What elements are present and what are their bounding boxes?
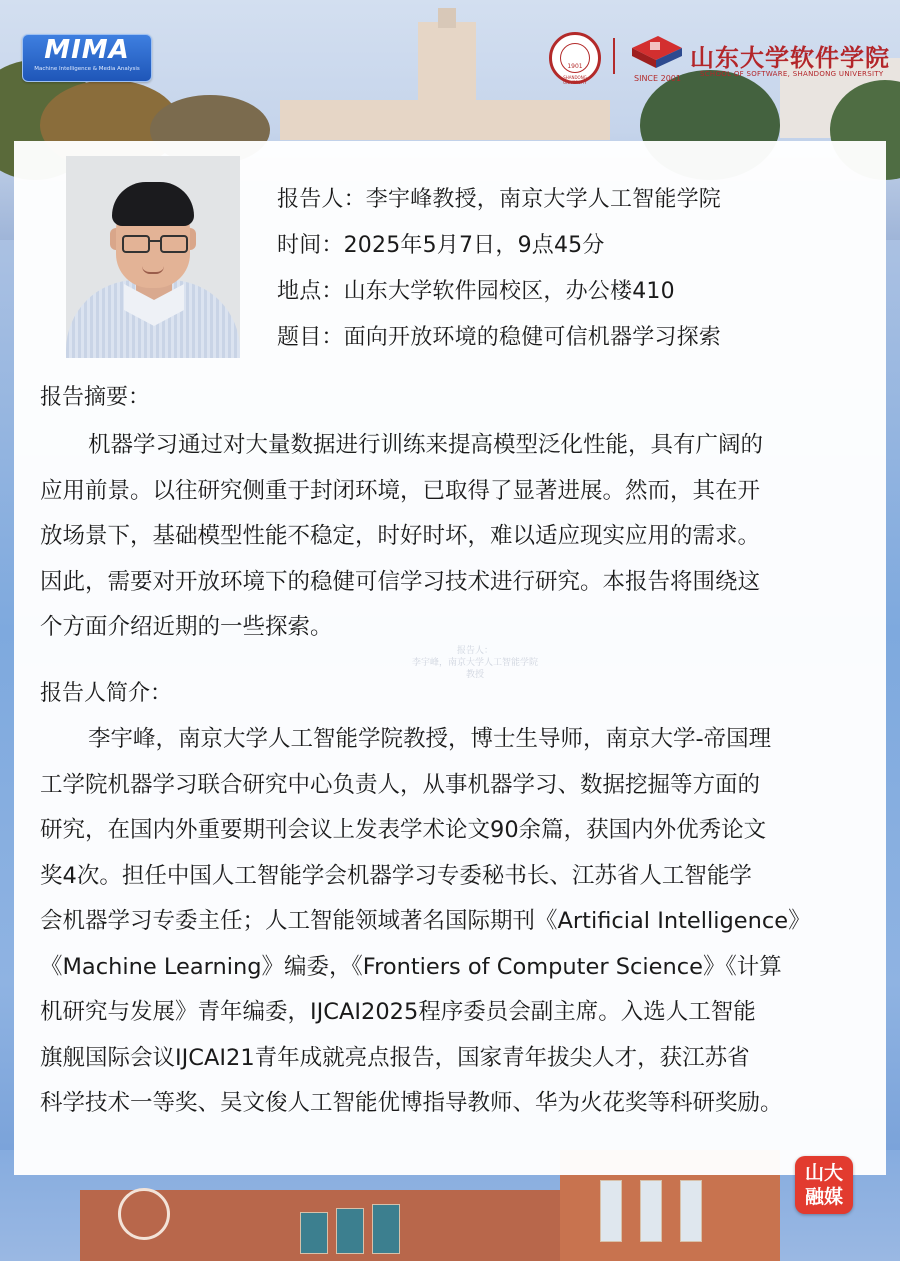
- watermark-line: 报告人：: [456, 646, 493, 656]
- announcement-card: [14, 141, 886, 1175]
- school-since: SINCE 2001: [634, 74, 681, 83]
- bio-line: 科学技术一等奖、吴文俊人工智能优博指导教师、华为火花奖等科研奖励。: [40, 1090, 783, 1116]
- glasses-icon: [122, 235, 150, 253]
- bio-line: 机研究与发展》青年编委，IJCAI2025程序委员会副主席。入选人工智能: [40, 999, 756, 1025]
- abstract-line: 机器学习通过对大量数据进行训练来提高模型泛化性能，具有广阔的: [88, 432, 764, 458]
- photo-hair: [112, 182, 194, 226]
- bio-line: 会机器学习专委主任；人工智能领域著名国际期刊《Artificial Intelligence》: [40, 908, 811, 934]
- school-emblem-on-building: [118, 1188, 170, 1240]
- media-badge-top: 山大: [804, 1162, 843, 1184]
- speaker-info: [277, 177, 721, 361]
- watermark: [410, 645, 540, 681]
- sdu-seal-logo: [549, 32, 601, 84]
- mima-logo-subtitle: Machine Intelligence & Media Analysis: [34, 66, 140, 72]
- window: [336, 1208, 364, 1254]
- reporter-line: 报告人：李宇峰教授，南京大学人工智能学院: [277, 187, 722, 212]
- glasses-icon: [160, 235, 188, 253]
- glasses-bridge: [148, 240, 160, 242]
- bio-line: 李宇峰，南京大学人工智能学院教授，博士生导师，南京大学-帝国理: [88, 726, 772, 752]
- media-badge-logo: [795, 1156, 853, 1214]
- bio-line: 奖4次。担任中国人工智能学会机器学习专委秘书长、江苏省人工智能学: [40, 862, 752, 889]
- bio-line: 《Machine Learning》编委，《Frontiers of Computer Science》《计算: [40, 953, 782, 980]
- mima-logo: [22, 34, 152, 82]
- bio-line: 研究，在国内外重要期刊会议上发表学术论文90余篇，获国内外优秀论文: [40, 817, 767, 843]
- time-line: 时间：2025年5月7日，9点45分: [277, 233, 605, 258]
- bio-paragraph: [40, 717, 876, 1127]
- bio-line: 工学院机器学习联合研究中心负责人，从事机器学习、数据挖掘等方面的: [40, 771, 761, 798]
- logo-divider: [613, 38, 615, 74]
- abstract-paragraph: [40, 423, 876, 651]
- topic-line: 题目：面向开放环境的稳健可信机器学习探索: [277, 325, 722, 350]
- abstract-line: 放场景下，基础模型性能不稳定，时好时坏，难以适应现实应用的需求。: [40, 523, 761, 549]
- media-badge-bottom: 融媒: [804, 1186, 843, 1208]
- window: [300, 1212, 328, 1254]
- abstract-title: 报告摘要：: [40, 385, 151, 410]
- window: [680, 1180, 702, 1242]
- location-line: 地点：山东大学软件园校区，办公楼410: [277, 279, 675, 304]
- main-building: [280, 100, 610, 140]
- seal-year: 1901: [567, 63, 583, 70]
- tower-top: [438, 8, 456, 28]
- abstract-line: 因此，需要对开放环境下的稳健可信学习技术进行研究。本报告将围绕这: [40, 568, 761, 595]
- window: [640, 1180, 662, 1242]
- window: [372, 1204, 400, 1254]
- bio-line: 旗舰国际会议IJCAI21青年成就亮点报告，国家青年拔尖人才，获江苏省: [40, 1044, 750, 1071]
- school-subtitle: SCHOOL OF SOFTWARE, SHANDONG UNIVERSITY: [700, 70, 884, 78]
- mima-logo-title: MIMA: [44, 35, 130, 65]
- software-school-mark-icon: [628, 34, 686, 70]
- watermark-line: 李宇峰，南京大学人工智能学院教授: [411, 658, 538, 680]
- abstract-line: 应用前景。以往研究侧重于封闭环境，已取得了显著进展。然而，其在开: [40, 477, 761, 504]
- seal-name: SHANDONG UNIVERSITY: [563, 75, 587, 85]
- speaker-photo: [66, 156, 240, 358]
- window: [600, 1180, 622, 1242]
- abstract-line: 个方面介绍近期的一些探索。: [40, 614, 333, 640]
- school-title: 山东大学软件学院: [690, 43, 890, 72]
- bio-title: 报告人简介：: [40, 681, 173, 706]
